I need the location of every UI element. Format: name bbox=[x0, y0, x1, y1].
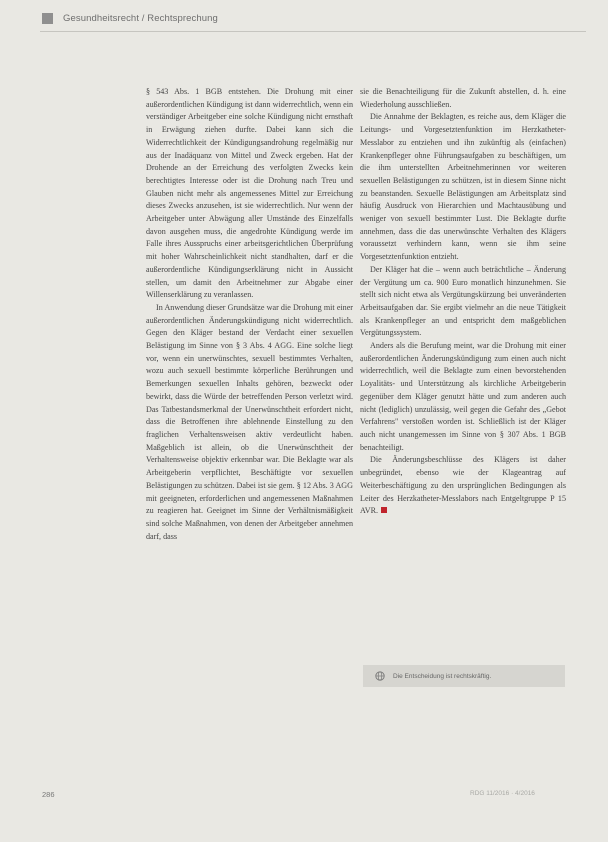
footer-issue: RDG 11/2016 · 4/2016 bbox=[470, 790, 535, 797]
page-header bbox=[42, 10, 218, 26]
text-column-left bbox=[146, 86, 353, 543]
section-marker-square bbox=[42, 13, 53, 24]
paragraph-last bbox=[360, 454, 566, 518]
section-title: Gesundheitsrecht / Rechtsprechung bbox=[63, 12, 218, 24]
paragraph-text: Die Änderungsbeschlüsse des Klägers ist daher unbegründet, ebenso wie der Klageantrag auf Weiterbeschäftigung zu den ursprünglichen Bedingungen als Leiter des Herzkatheter-Messlabors nach Entgeltgruppe P 15 AVR. bbox=[360, 455, 566, 516]
globe-icon bbox=[375, 671, 385, 681]
end-of-article-marker bbox=[381, 507, 387, 513]
paragraph: Der Kläger hat die – wenn auch beträchtliche – Änderung der Vergütung um ca. 900 Euro monatlich hinzunehmen. Sie stellt sich nicht etwa als Vergütungskürzung bei unveränderten Arbeitsaufgaben dar. Sie ergibt vielmehr an die neue Tätigkeit als Krankenpfleger an und entspricht dem maßgeblichen Vergütungssystem. bbox=[360, 264, 566, 338]
ruling-note-text: Die Entscheidung ist rechtskräftig. bbox=[393, 672, 492, 680]
paragraph: Die Annahme der Beklagten, es reiche aus, dem Kläger die Leitungs- und Vorgesetztenfunktion im Herzkatheter-Messlabor zu entziehen und ihn zukünftig als (einfachen) Krankenpfleger ohne Führungsaufgaben zu beschäftigen, um die ihm unterstellten Arbeitnehmerinnen vor weiteren sexuellen Belästigungen zu schützen, ist in diesem Sinne nicht zu beanstanden. Sexuelle Belästigungen am Arbeitsplatz sind häufig Ausdruck von Hierarchien und Machtausübung und weniger von sexuell bestimmter Lust. Die Beklagte durfte annehmen, dass die das unerwünschte Verhalten des Klägers voraussetzt verhindern kann, wenn sie ihm seine Vorgesetztenfunktion entzieht. bbox=[360, 112, 566, 262]
text-column-right bbox=[360, 86, 566, 518]
paragraph: § 543 Abs. 1 BGB entstehen. Die Drohung mit einer außerordentlichen Kündigung ist dann widerrechtlich, wenn ein verständiger Arbeitgeber eine solche Kündigung nicht ernsthaft in Erwägung ziehen durfte. Dabei kann sich die Widerrechtlichkeit der Kündigungsandrohung regelmäßig nur aus der Inadäquanz von Mittel und Zweck ergeben. Hat der Drohende an der Erreichung des verfolgten Zwecks kein berechtigtes Interesse oder ist die Drohung nach Treu und Glauben nicht mehr als angemessenes Mittel zur Erreichung dieses Zwecks anzusehen, ist sie widerrechtlich. Nur wenn der Arbeitgeber unter Abwägung aller Umstände des Einzelfalls davon ausgehen muss, die angedrohte Kündigung werde im Falle ihres Ausspruchs einer arbeitsgerichtlichen Überprüfung mit hoher Wahrscheinlichkeit nicht standhalten, darf er die außerordentliche Kündigungserklärung nicht in Aussicht stellen, um damit den Arbeitnehmer zur Abgabe einer Willenserklärung zu veranlassen. bbox=[146, 87, 353, 300]
page-number: 286 bbox=[42, 790, 55, 799]
ruling-note-box bbox=[363, 665, 565, 687]
paragraph: In Anwendung dieser Grundsätze war die Drohung mit einer außerordentlichen Änderungskündigung nicht widerrechtlich. Gegen den Kläger bestand der Verdacht einer sexuellen Belästigung im Sinne von § 3 Abs. 4 AGG. Eine solche liegt vor, wenn ein unerwünschtes, sexuell bestimmtes Verhalten, wozu auch sexuell bestimmte körperliche Berührungen und Bemerkungen sexuellen Inhalts gehören, bezweckt oder bewirkt, dass die Würde der betreffenden Person verletzt wird. Das Tatbestandsmerkmal der Unerwünschtheit erfordert nicht, dass die Betroffenen ihre ablehnende Einstellung zu den fraglichen Verhaltensweisen aktiv verdeutlicht haben. Maßgeblich ist allein, ob die Unerwünschtheit der Verhaltensweise objektiv erkennbar war. Die Beklagte war als Arbeitgeberin verpflichtet, Beschäftigte vor sexuellen Belästigungen zu schützen. Dabei ist sie gem. § 12 Abs. 3 AGG mit geeigneten, erforderlichen und angemessenen Maßnahmen zu reagieren hat. Geeignet im Sinne der Verhältnismäßigkeit sind solche Maßnahmen, von denen der Arbeitgeber annehmen darf, dass bbox=[146, 302, 353, 541]
header-divider bbox=[40, 31, 586, 32]
paragraph: sie die Benachteiligung für die Zukunft abstellen, d. h. eine Wiederholung ausschließen. bbox=[360, 87, 566, 109]
paragraph: Anders als die Berufung meint, war die Drohung mit einer außerordentlichen Änderungskündigung zum einen auch nicht widerrechtlich, weil die Beklagte zum einen bevorstehenden Loyalitäts- und Unterstützung als kirchliche Arbeitgeberin gegenüber dem Kläger genutzt hätte und zum anderen auch nicht (lediglich) unzulässig, weil gegen die Gefahr des „Gebot Verfahrens" verstoßen worden ist. Schließlich ist der Kläger auch nicht unangemessen im Sinne von § 307 Abs. 1 BGB benachteiligt. bbox=[360, 341, 566, 452]
